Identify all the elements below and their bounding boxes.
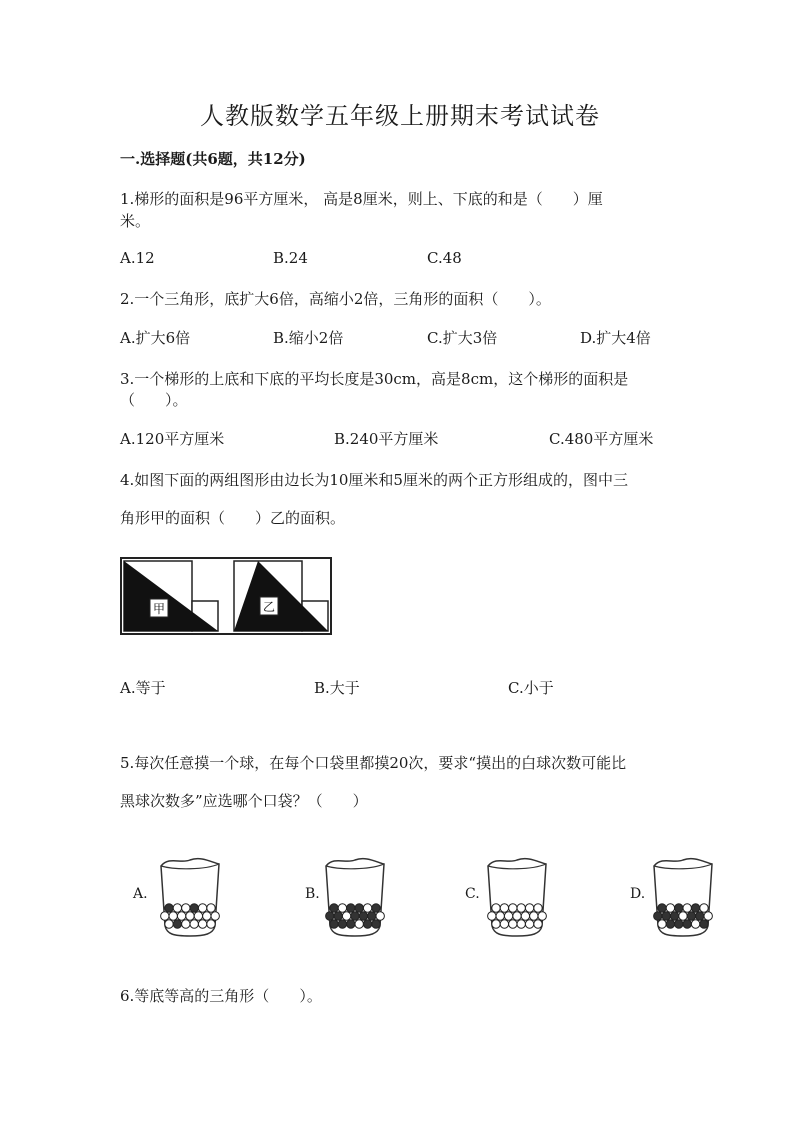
q3-option-c: C.480平方厘米 (549, 430, 654, 448)
question-5-line-1: 5.每次任意摸一个球，在每个口袋里都摸20次，要求“摸出的白球次数可能比 (120, 754, 627, 772)
white-ball (211, 912, 219, 920)
squares-triangles-figure (120, 557, 332, 635)
white-ball (194, 912, 202, 920)
question-4-line-1: 4.如图下面的两组图形由边长为10厘米和5厘米的两个正方形组成的，图中三 (120, 471, 628, 489)
black-ball (700, 920, 708, 928)
white-ball (177, 912, 185, 920)
white-ball (173, 904, 181, 912)
white-ball (658, 920, 666, 928)
black-ball (334, 912, 342, 920)
black-ball (330, 920, 338, 928)
white-ball (488, 912, 496, 920)
white-ball (355, 920, 363, 928)
black-ball (654, 912, 662, 920)
question-3-line-2: （ ）。 (120, 391, 188, 409)
white-ball (161, 912, 169, 920)
black-ball (330, 904, 338, 912)
bag-label-d: D. (630, 886, 646, 902)
question-6-line-1: 6.等底等高的三角形（ ）。 (120, 987, 322, 1005)
q1-option-a: A.12 (120, 249, 155, 267)
white-ball (504, 912, 512, 920)
white-ball (517, 904, 525, 912)
black-ball (687, 912, 695, 920)
white-ball (666, 904, 674, 912)
black-ball (675, 920, 683, 928)
black-ball (662, 912, 670, 920)
white-ball (683, 904, 691, 912)
black-ball (347, 904, 355, 912)
white-ball (530, 912, 538, 920)
white-ball (500, 920, 508, 928)
bag-label-b: B. (305, 886, 320, 902)
black-ball (696, 912, 704, 920)
black-ball (359, 912, 367, 920)
black-ball (347, 920, 355, 928)
white-ball (342, 912, 350, 920)
q4-option-c: C.小于 (508, 679, 554, 697)
black-ball (173, 920, 181, 928)
black-ball (683, 920, 691, 928)
question-5-line-2: 黑球次数多”应选哪个口袋？（ ） (120, 792, 368, 810)
white-ball (509, 920, 517, 928)
white-ball (198, 904, 206, 912)
white-ball (691, 920, 699, 928)
q2-option-b: B.缩小2倍 (273, 329, 344, 347)
black-ball (372, 904, 380, 912)
white-ball (517, 920, 525, 928)
question-2-line-1: 2.一个三角形，底扩大6倍，高缩小2倍，三角形的面积（ ）。 (120, 290, 551, 308)
white-ball (182, 904, 190, 912)
white-ball (492, 904, 500, 912)
white-ball (492, 920, 500, 928)
q4-option-a: A.等于 (120, 679, 166, 697)
white-ball (509, 904, 517, 912)
white-ball (376, 912, 384, 920)
q2-option-c: C.扩大3倍 (427, 329, 498, 347)
white-ball (513, 912, 521, 920)
q3-option-a: A.120平方厘米 (120, 430, 225, 448)
white-ball (538, 912, 546, 920)
white-ball (525, 904, 533, 912)
white-ball (207, 904, 215, 912)
white-ball (165, 920, 173, 928)
label-yi: 乙 (262, 600, 276, 614)
white-ball (190, 920, 198, 928)
white-ball (700, 904, 708, 912)
bag-a-figure (155, 852, 225, 938)
page-title: 人教版数学五年级上册期末考试试卷 (200, 102, 600, 130)
white-ball (186, 912, 194, 920)
bag-label-c: C. (465, 886, 480, 902)
black-ball (368, 912, 376, 920)
white-ball (525, 920, 533, 928)
white-ball (182, 920, 190, 928)
black-ball (658, 904, 666, 912)
white-ball (496, 912, 504, 920)
white-ball (203, 912, 211, 920)
white-ball (534, 904, 542, 912)
white-ball (534, 920, 542, 928)
q2-option-a: A.扩大6倍 (120, 329, 191, 347)
bag-c-figure (482, 852, 552, 938)
q4-option-b: B.大于 (314, 679, 360, 697)
black-ball (326, 912, 334, 920)
question-3-line-1: 3.一个梯形的上底和下底的平均长度是30cm，高是8cm，这个梯形的面积是 (120, 370, 629, 388)
black-ball (691, 904, 699, 912)
question-1-line-1: 1.梯形的面积是96平方厘米， 高是8厘米，则上、下底的和是（ ）厘 (120, 190, 603, 208)
black-ball (338, 920, 346, 928)
white-ball (207, 920, 215, 928)
white-ball (679, 912, 687, 920)
black-ball (190, 904, 198, 912)
white-ball (500, 904, 508, 912)
black-ball (351, 912, 359, 920)
black-ball (670, 912, 678, 920)
q1-option-b: B.24 (273, 249, 308, 267)
white-ball (169, 912, 177, 920)
section-heading: 一.选择题(共6题，共12分) (120, 150, 306, 168)
q3-option-b: B.240平方厘米 (334, 430, 439, 448)
white-ball (521, 912, 529, 920)
white-ball (704, 912, 712, 920)
black-ball (372, 920, 380, 928)
white-ball (338, 904, 346, 912)
bag-label-a: A. (133, 886, 148, 902)
black-ball (355, 904, 363, 912)
white-ball (198, 920, 206, 928)
black-ball (675, 904, 683, 912)
black-ball (363, 920, 371, 928)
black-ball (666, 920, 674, 928)
question-4-line-2: 角形甲的面积（ ）乙的面积。 (120, 509, 346, 527)
q2-option-d: D.扩大4倍 (580, 329, 651, 347)
label-jia: 甲 (152, 602, 166, 616)
bag-d-figure (648, 852, 718, 938)
bag-b-figure (320, 852, 390, 938)
q1-option-c: C.48 (427, 249, 462, 267)
question-1-line-2: 米。 (120, 212, 151, 230)
white-ball (363, 904, 371, 912)
black-ball (165, 904, 173, 912)
